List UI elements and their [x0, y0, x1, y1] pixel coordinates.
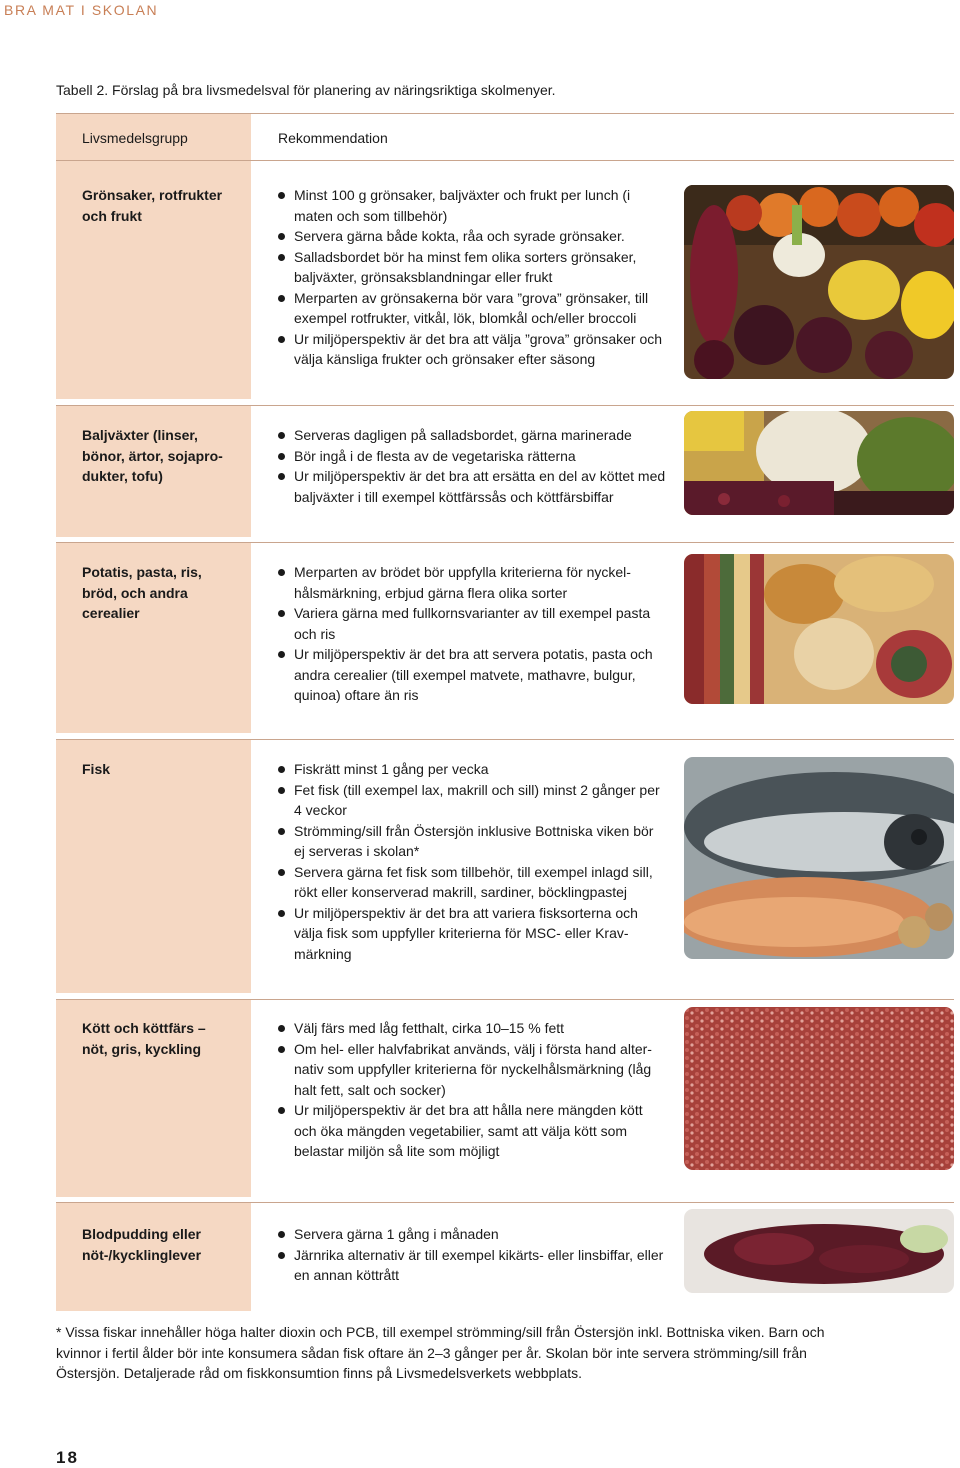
list-item: Järnrika alternativ är till exempel kikärts- eller linsbiffar, eller en annan köttrått	[278, 1245, 668, 1286]
list-item: Merparten av brödet bör uppfylla kriterierna för nyckel-hålsmärkning, erbjud gärna flera olika sorter	[278, 562, 668, 603]
bullet-icon	[278, 453, 285, 460]
table-caption: Tabell 2. Förslag på bra livsmedelsval för planering av näringsriktiga skolmenyer.	[56, 82, 556, 98]
table-row	[56, 543, 954, 733]
liver-photo	[684, 1209, 954, 1293]
bullet-icon	[278, 610, 285, 617]
bullet-icon	[278, 869, 285, 876]
bullet-icon	[278, 651, 285, 658]
list-item: Salladsbordet bör ha minst fem olika sorters grönsaker, baljväxter, grönsaksblandningar eller frukt	[278, 247, 668, 288]
bullet-icon	[278, 295, 285, 302]
list-item: Merparten av grönsakerna bör vara ”grova” grönsaker, till exempel rotfrukter, vitkål, lök, blomkål och/eller broccoli	[278, 288, 668, 329]
bullet-icon	[278, 569, 285, 576]
recommendation-list	[278, 185, 668, 370]
bullet-icon	[278, 1231, 285, 1238]
category-label: Blodpudding eller nöt-/kycklinglever	[82, 1226, 202, 1263]
footnote: * Vissa fiskar innehåller höga halter dioxin och PCB, till exempel strömming/sill från Östersjön inkl. Bottniska viken. Barn och kvinnor i fertil ålder bör inte konsumera sådan fisk oftare än 2–3 gånger per år. Skolan bör inte servera strömming/sill från Östersjön. Detaljerade råd om fiskkonsumtion finns på Livsmedelsverkets webbplats.	[56, 1324, 825, 1381]
category-label: Potatis, pasta, ris, bröd, och andra cerealier	[82, 564, 202, 621]
category-label: Grönsaker, rotfrukter och frukt	[82, 187, 223, 224]
recommendation-list	[278, 1018, 668, 1162]
table-row	[56, 406, 954, 537]
bullet-icon	[278, 336, 285, 343]
list-item: Fet fisk (till exempel lax, makrill och sill) minst 2 gånger per 4 veckor	[278, 780, 668, 821]
bullet-icon	[278, 787, 285, 794]
table-row	[56, 161, 954, 399]
table-row	[56, 1000, 954, 1197]
fish-photo	[684, 757, 954, 959]
recommendation-list	[278, 562, 668, 706]
recommendation-list	[278, 1224, 668, 1286]
bullet-icon	[278, 192, 285, 199]
bullet-icon	[278, 828, 285, 835]
category-label: Fisk	[82, 761, 111, 777]
list-item: Servera gärna både kokta, råa och syrade grönsaker.	[278, 226, 668, 247]
bullet-icon	[278, 1107, 285, 1114]
food-table	[56, 113, 954, 1283]
recommendation-list	[278, 759, 668, 964]
header-label: BRA MAT I SKOLAN	[4, 2, 159, 18]
category-label: Baljväxter (linser, bönor, ärtor, sojapro- dukter, tofu)	[82, 427, 223, 484]
col2-header: Rekommendation	[278, 130, 388, 146]
page-number: 18	[56, 1448, 79, 1467]
bullet-icon	[278, 254, 285, 261]
bullet-icon	[278, 233, 285, 240]
table-header-row	[56, 113, 954, 161]
list-item: Minst 100 g grönsaker, baljväxter och frukt per lunch (i maten och som tillbehör)	[278, 185, 668, 226]
bullet-icon	[278, 432, 285, 439]
list-item: Bör ingå i de flesta av de vegetariska rätterna	[278, 446, 668, 467]
list-item: Servera gärna 1 gång i månaden	[278, 1224, 668, 1245]
list-item: Välj färs med låg fetthalt, cirka 10–15 % fett	[278, 1018, 668, 1039]
col1-header: Livsmedelsgrupp	[82, 130, 188, 146]
minced-meat-photo	[684, 1007, 954, 1170]
bullet-icon	[278, 1252, 285, 1259]
table-row	[56, 1203, 954, 1311]
pasta-photo	[684, 554, 954, 704]
list-item: Ur miljöperspektiv är det bra att ersätta en del av köttet med baljväxter i till exempel köttfärssås och köttfärsbiffar	[278, 466, 668, 507]
list-item: Ur miljöperspektiv är det bra att välja ”grova” grönsaker och välja känsliga frukter och grönsaker efter säsong	[278, 329, 668, 370]
list-item: Strömming/sill från Östersjön inklusive Bottniska viken bör ej serveras i skolan*	[278, 821, 668, 862]
bullet-icon	[278, 1046, 285, 1053]
legumes-photo	[684, 411, 954, 515]
list-item: Ur miljöperspektiv är det bra att servera potatis, pasta och andra cerealier (till exempel matvete, mathavre, bulgur, quinoa) oftare än ris	[278, 644, 668, 706]
bullet-icon	[278, 473, 285, 480]
list-item: Servera gärna fet fisk som tillbehör, till exempel inlagd sill, rökt eller konserverad makrill, sardiner, böcklingpastej	[278, 862, 668, 903]
recommendation-list	[278, 425, 668, 507]
vegetables-fruit-photo	[684, 185, 954, 379]
list-item: Serveras dagligen på salladsbordet, gärna marinerade	[278, 425, 668, 446]
category-label: Kött och köttfärs – nöt, gris, kyckling	[82, 1020, 206, 1057]
bullet-icon	[278, 1025, 285, 1032]
list-item: Variera gärna med fullkornsvarianter av till exempel pasta och ris	[278, 603, 668, 644]
bullet-icon	[278, 910, 285, 917]
list-item: Ur miljöperspektiv är det bra att hålla nere mängden kött och öka mängden vegetabilier, samt att välja kött som belastar miljön så lite som möjligt	[278, 1100, 668, 1162]
list-item: Ur miljöperspektiv är det bra att variera fisksorterna och välja fisk som uppfyller kriterierna för MSC- eller Krav-märkning	[278, 903, 668, 965]
list-item: Om hel- eller halvfabrikat används, välj i första hand alter-nativ som uppfyller kriterierna för nyckelhålsmärkning (låg halt fett, salt och socker)	[278, 1039, 668, 1101]
bullet-icon	[278, 766, 285, 773]
table-row	[56, 740, 954, 993]
list-item: Fiskrätt minst 1 gång per vecka	[278, 759, 668, 780]
